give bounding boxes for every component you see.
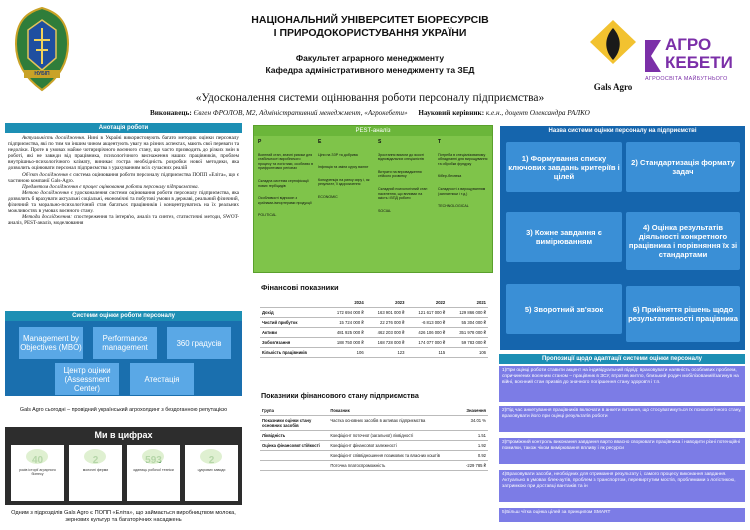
figure-card	[11, 445, 64, 501]
system-performance-management: Performance management	[93, 327, 157, 359]
finance-year: 2023	[366, 298, 407, 308]
pest-column-e	[318, 138, 372, 200]
fin-state-group: Показники оцінки стану основних засобів	[260, 416, 328, 431]
university-name	[150, 14, 590, 40]
fin-state-indicator: Поточна платоспроможність	[328, 461, 451, 471]
fin-state-header: Показник	[328, 406, 451, 416]
factory-icon	[200, 449, 222, 464]
fin-state-group	[260, 451, 328, 461]
abstract-p2: є система оцінювання роботи персоналу підприємства ПОПП «Еліта», що є частиною компанії Gals-Agro.	[8, 171, 240, 184]
fin-state-value: 0.92	[452, 451, 488, 461]
table-row	[260, 431, 488, 441]
pest-item: Воєнний стан, значні ризики для стабільності виробничого процесу та логістики, особливо в прифронтових регіонах	[258, 152, 314, 171]
figure-card	[185, 445, 238, 501]
financial-state-title: Показники фінансового стану підприємства	[261, 391, 419, 400]
proposal-item: 3)Проміжний контроль виконання завдання варто ввасно сворювати працівника і наводити різні потенційні помилки, також чіком вимірювання впливу і як ресурси	[499, 438, 745, 464]
fin-state-indicator: Коефіцієнт поточної (загальної) ліквідності	[328, 431, 451, 441]
pest-item: Потреба в спеціалізованому обладнанні для вирощування та обробки фундуку	[438, 152, 488, 166]
abstract-p3-lead: Предметом дослідження	[22, 183, 78, 190]
poster-title: «Удосконалення системи оцінювання роботи персоналу підприємства»	[195, 92, 545, 104]
figures-title: Ми в цифрах	[94, 430, 153, 440]
proposal-item: 5)Більш чітка оцінка цілей за принципом SMART	[499, 508, 745, 522]
pest-item: Інфляція та зміни курсу валют	[318, 165, 369, 170]
finance-cell: 106	[447, 348, 488, 358]
abstract-p5: спостереження та інтерв'ю, аналіз та синтез, статистичні методи, SWOT-аналіз, PEST-аналіз, моделювання	[8, 214, 239, 227]
proposal-item: 1)При оцінці роботи ставити акцент на індивідуальний підхід: враховувати наявність особливих проблем, спричинених воєнним станом – працівник в ЗСУ, втратив житло, близький родич мобілізований/загинув на війні, воєнний стан призвів до значного погіршення стану здоров'я і т.п.	[499, 366, 745, 402]
finance-cell: 163 901 000 ₴	[366, 308, 407, 318]
gals-agro-logo	[584, 16, 642, 104]
abstract-p1: Нині в Україні використовують багато методик оцінки персоналу підприємства, які по тим чи іншим чином акцентують увагу на різних аспектах, мають свої переваги та недоліки. Проте в умовах майже чотирирічного воєнного стану, що часто призводить до різких змін в роботі, які не завжди від працівника, психологічного виснаження наших працівників, проблем внутрішньо-психологічного клімату, виникає гостра необхідність розробки нової методики, яка дозволить оцінювати персонал підприємства з урахуванням всіх сучасних реалій	[8, 135, 239, 172]
pest-item: Складності з вирощуванням (заплатники і т.д.)	[438, 186, 486, 196]
abstract-p2-lead: Об'єкт дослідження	[22, 171, 68, 178]
finance-row-label: Чистий прибуток	[260, 318, 325, 328]
pest-analysis	[253, 125, 493, 273]
pest-heading: PEST-аналіз	[254, 126, 492, 136]
pest-column-s	[378, 138, 432, 213]
abstract-p4: є удосконалення системи оцінювання роботи персоналу підприємства, яка дозволить б врахувати актуальні соціальні, економічні та побутові умови в державі, реальний фізичний, фізичний та морально-психологічний стан багатьох працівників і концентруватись на їх реальних можливостях в умовах воєнного стану.	[8, 189, 239, 215]
finance-cell: 129 866 000 ₴	[447, 308, 488, 318]
pest-category: ECONOMIC	[318, 194, 338, 199]
finance-cell: 123	[366, 348, 407, 358]
stage-5: 5) Зворотний зв'язок	[506, 284, 622, 334]
executor-name: Євген ФРОЛОВ, М2, Адміністративний менеджмент, «Агрокебети»	[193, 109, 408, 117]
university-crest	[12, 6, 72, 92]
finance-row-label: Дохід	[260, 308, 325, 318]
finance-cell: 426 106 000 ₴	[406, 328, 447, 338]
pest-item: Витрати на впровадження стійкого розвитку	[378, 169, 422, 179]
finance-cell: 115	[406, 348, 447, 358]
gals-logo-text: Gals Agro	[593, 82, 633, 92]
finance-cell: 106	[325, 348, 366, 358]
finance-cell: 174 077 000 ₴	[406, 338, 447, 348]
faculty-block	[150, 52, 590, 76]
pest-column-t	[438, 138, 490, 209]
agro-logo-slogan: АГРООСВІТА МАЙБУТНЬОГО	[645, 76, 728, 82]
stage-4: 4) Оцінка результатів діяльності конкретного працівника і порівняння їх зі стандартами	[626, 212, 740, 270]
abstract-p3: є процес оцінювання роботи персоналу підприємства.	[77, 183, 199, 190]
table-row	[260, 451, 488, 461]
stage-1: 1) Формування списку ключових завдань критеріїв і цілей	[506, 142, 622, 192]
table-row	[260, 461, 488, 471]
pest-category: SOCIAL	[378, 208, 392, 213]
finance-cell: 22 276 000 ₴	[366, 318, 407, 328]
table-row	[260, 441, 488, 451]
finance-cell: 462 203 000 ₴	[366, 328, 407, 338]
abstract-heading: Анотація роботи	[5, 123, 242, 133]
supervisor-name: к.е.н., доцент Олександра РАЛКО	[485, 109, 590, 117]
pest-item: Ціни на ЗЗР та добрива	[318, 152, 358, 157]
table-row	[260, 328, 488, 338]
fin-state-indicator: Коефіцієнт співвідношення позикових та власних коштів	[328, 451, 451, 461]
fin-state-value: 1.51	[452, 431, 488, 441]
pest-letter: T	[438, 139, 442, 145]
pest-letter: S	[378, 139, 382, 145]
systems-heading: Системи оцінки роботи персоналу	[5, 311, 242, 321]
university-line-2: І ПРИРОДОКОРИСТУВАННЯ УКРАЇНИ	[273, 27, 467, 39]
supervisor-label: Науковий керівник:	[418, 109, 485, 117]
pest-item: Кібер-безпека	[438, 174, 462, 179]
finance-corner	[260, 298, 325, 308]
pest-item: Зростання вимоги до якості відповідальних спеціалістів	[378, 152, 425, 162]
finance-cell: 188 750 000 ₴	[325, 338, 366, 348]
finance-cell: 168 728 000 ₴	[366, 338, 407, 348]
finance-year: 2021	[447, 298, 488, 308]
department-name: Кафедра адміністративного менеджменту та ЗЕД	[265, 65, 475, 75]
agro-logo-line-2: КЕБЕТИ	[665, 53, 733, 72]
abstract-p4-lead: Метою дослідження	[22, 189, 69, 196]
cow-icon	[84, 449, 106, 464]
proposals-heading: Пропозиції щодо адаптації системи оцінки персоналу	[499, 354, 745, 364]
pest-item: Конкуренція на ринку сиру і, як результат, її здорожчення	[318, 177, 370, 187]
system-360-degrees: 360 градусів	[167, 327, 231, 359]
university-line-1: НАЦІОНАЛЬНИЙ УНІВЕРСИТЕТ БІОРЕСУРСІВ	[251, 14, 489, 26]
table-row	[260, 308, 488, 318]
abstract-p5-lead: Методи дослідження:	[22, 214, 72, 221]
agrokebety-logo	[643, 36, 743, 92]
pest-letter: E	[318, 139, 322, 145]
fin-state-value: -229 785 ₴	[452, 461, 488, 471]
table-row	[260, 416, 488, 431]
fin-state-group: Оцінка фінансової стійкості	[260, 441, 328, 451]
proposal-item: 2)Під час анкетування працівників включати в анкети питання, що стосуватимуться їх психологічного стану, враховувати його при оцінці результатів роботи	[499, 406, 745, 432]
finance-cell: 59 783 000 ₴	[447, 338, 488, 348]
finance-header-row	[260, 298, 488, 308]
agro-logo-line-1: АГРО	[665, 35, 712, 54]
abstract-p1-lead: Актуальність дослідження.	[22, 135, 86, 141]
fin-state-header: Група	[260, 406, 328, 416]
evaluation-systems-section	[5, 311, 242, 396]
finance-cell: -6 813 000 ₴	[406, 318, 447, 328]
system-assessment-center: Центр оцінки (Assessment Center)	[55, 363, 119, 395]
fin-state-group	[260, 461, 328, 471]
figure-card	[69, 445, 122, 501]
fin-state-indicator: Частка основних засобів в активах підприємства	[328, 416, 451, 431]
figure-label: цукрових заводи	[197, 468, 226, 472]
proposals-section	[499, 354, 745, 515]
pest-letter: P	[258, 139, 262, 145]
finance-cell: 351 978 000 ₴	[447, 328, 488, 338]
executor-label: Виконавець:	[150, 109, 192, 117]
finance-cell: 15 724 000 ₴	[325, 318, 366, 328]
finance-year: 2022	[406, 298, 447, 308]
pest-item: Складний психологічний стан населення, що впливає на якість і ВПД роботи	[378, 186, 428, 201]
table-row	[260, 338, 488, 348]
gals-agro-description: Gals Agro сьогодні – провідний український агрохолдинг з бездоганною репутацією	[19, 407, 228, 413]
abstract-text	[5, 133, 242, 228]
system-attestation: Атестація	[130, 363, 194, 395]
stage-2: 2) Стандартизація формату задач	[626, 142, 740, 192]
pest-item: Особливості відносин з країнами-імпортерами продукції	[258, 196, 312, 205]
finance-cell: 55 304 000 ₴	[447, 318, 488, 328]
financial-state-table	[260, 406, 488, 471]
pest-category: TECHNOLOGICAL	[438, 204, 469, 209]
figure-label: одиниць робочої техніки	[133, 468, 174, 472]
finance-cell: 481 925 000 ₴	[325, 328, 366, 338]
finance-row-label: Активи	[260, 328, 325, 338]
finance-cell: 172 694 000 ₴	[325, 308, 366, 318]
pest-category: POLITICAL	[258, 213, 277, 218]
pest-column-p	[258, 138, 314, 218]
finance-title: Фінансові показники	[261, 283, 339, 292]
system-mbo: Management by Objectives (MBO)	[19, 327, 83, 359]
crest-label: НУБІП	[34, 71, 50, 77]
figure-label: років історії аграрного бізнесу	[19, 468, 56, 477]
pest-item: Складна система сертифікації нових гербіцидів	[258, 178, 309, 188]
proposal-item: 4)Враховувати засоби, необхідних для отримання результату і, самого процесу виконання завдання. Актуально в умовах блек-аутів, проблем з транспортом, перевиртутим мостів, проблемами з логістикою, затримкою при доставці вантажів та ін	[499, 470, 745, 502]
authors-line	[150, 109, 610, 117]
stages-heading: Назва системи оцінки персоналу на підприємстві	[548, 128, 697, 134]
figure-label: молочні ферми	[82, 468, 109, 472]
finance-cell: 121 617 000 ₴	[406, 308, 447, 318]
faculty-name: Факультет аграрного менеджменту	[295, 53, 445, 63]
key-figures	[5, 427, 242, 505]
figure-card	[127, 445, 180, 501]
table-row	[260, 348, 488, 358]
finance-table	[260, 298, 488, 358]
fin-state-indicator: Коефіцієнт фінансової залежності	[328, 441, 451, 451]
evaluation-stages-panel	[500, 126, 745, 350]
finance-year: 2024	[325, 298, 366, 308]
fin-state-value: 1.92	[452, 441, 488, 451]
fin-state-group: Ліквідність	[260, 431, 328, 441]
field-icon	[26, 449, 48, 464]
stage-3: 3) Кожне завдання є вимірюванням	[506, 212, 622, 262]
fin-state-header: Значення	[452, 406, 488, 416]
tractor-icon	[142, 449, 164, 464]
fin-state-header-row	[260, 406, 488, 416]
finance-row-label: Кількість працівників	[260, 348, 325, 358]
abstract-section	[5, 123, 242, 228]
stage-6: 6) Прийняття рішень щодо результативності працівника	[626, 286, 740, 342]
gals-agro-footer: Одним з підрозділів Gals Agro є ПОПП «Еліта», що займається виробництвом молока, зернових культур та багаторічних насаджень	[11, 510, 236, 523]
fin-state-value: 34.01 %	[452, 416, 488, 431]
finance-row-label: Зобов'язання	[260, 338, 325, 348]
table-row	[260, 318, 488, 328]
